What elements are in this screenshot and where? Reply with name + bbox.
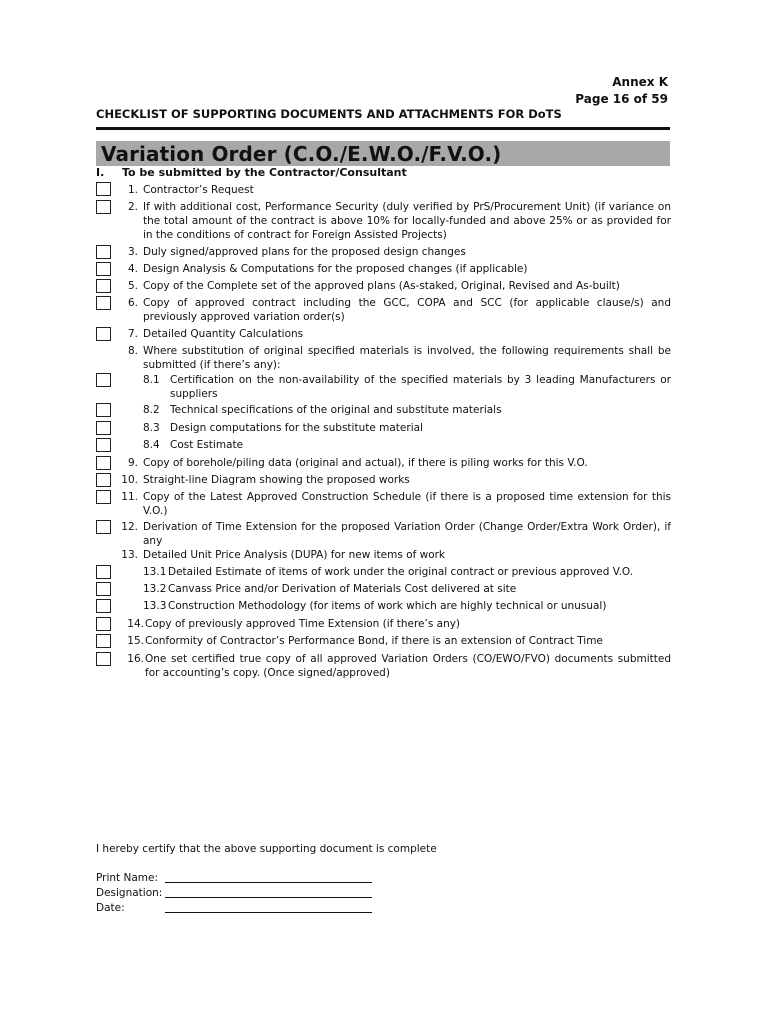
item-number: 8.3 [143,422,160,434]
item-number: 1. [127,184,138,196]
item-text: Contractor’s Request [143,184,254,196]
checkbox-item-1[interactable] [96,182,111,196]
checkbox-item-8-3[interactable] [96,421,111,435]
item-text: Copy of approved contract including the GCC, COPA and SCC (for applicable clause/s) and previously approved variation order(s) [143,297,671,323]
item-number: 11. [121,491,138,503]
page-number: Page 16 of 59 [575,92,668,106]
item-number: 15. [127,635,144,647]
date-row [96,901,164,915]
section-numeral: I. [96,166,105,179]
annex-label: Annex K [612,75,668,89]
checkbox-item-13-2[interactable] [96,582,111,596]
item-number: 6. [127,297,138,309]
checkbox-item-8-2[interactable] [96,403,111,417]
item-number: 16. [127,653,144,665]
certification-statement: I hereby certify that the above supporting document is complete [96,843,437,855]
item-text: One set certified true copy of all approved Variation Orders (CO/EWO/FVO) documents submitted for accounting’s copy. (Once signed/approved) [145,653,671,679]
item-text: Design computations for the substitute material [170,422,423,434]
item-text: Detailed Quantity Calculations [143,328,304,340]
item-text: If with additional cost, Performance Security (duly verified by PrS/Procurement Unit) (if variance on the total amount of the contract is above 10% for locally-funded and above 25% or as provided for in the conditions of contract for Foreign Assisted Projects) [143,201,671,241]
item-number: 13. [121,549,138,561]
checkbox-item-2[interactable] [96,200,111,214]
checkbox-item-10[interactable] [96,473,111,487]
item-text: Copy of the Latest Approved Construction Schedule (if there is a proposed time extension for this V.O.) [143,491,671,517]
item-number: 4. [127,263,138,275]
item-number: 13.2 [143,583,167,595]
checklist-title: CHECKLIST OF SUPPORTING DOCUMENTS AND ATTACHMENTS FOR DoTS [96,107,562,121]
item-text: Detailed Unit Price Analysis (DUPA) for new items of work [143,549,446,561]
item-text: Conformity of Contractor’s Performance Bond, if there is an extension of Contract Time [145,635,603,647]
item-number: 8.1 [143,374,160,386]
item-number: 13.1 [143,566,167,578]
checkbox-item-12[interactable] [96,520,111,534]
date-label: Date: [96,902,125,914]
annex-header [575,74,668,108]
item-text: Copy of borehole/piling data (original and actual), if there is piling works for this V.O. [143,457,588,469]
section-heading [96,166,407,180]
checkbox-item-5[interactable] [96,279,111,293]
item-text: Construction Methodology (for items of work which are highly technical or unusual) [168,600,607,612]
item-text: Certification on the non-availability of the specified materials by 3 leading Manufacturers or suppliers [170,374,671,400]
item-number: 14. [127,618,144,630]
checkbox-item-13-3[interactable] [96,599,111,613]
item-text: Derivation of Time Extension for the proposed Variation Order (Change Order/Extra Work Order), if any [143,521,671,547]
item-number: 5. [127,280,138,292]
checkbox-item-8-4[interactable] [96,438,111,452]
item-text: Straight-line Diagram showing the proposed works [143,474,410,486]
date-field[interactable] [165,912,372,913]
item-text: Design Analysis & Computations for the proposed changes (if applicable) [143,263,528,275]
checkbox-item-7[interactable] [96,327,111,341]
item-text: Copy of previously approved Time Extension (if there’s any) [145,618,461,630]
checkbox-item-11[interactable] [96,490,111,504]
item-number: 8.4 [143,439,160,451]
designation-label: Designation: [96,887,163,899]
header-divider [96,127,670,130]
print-name-label: Print Name: [96,872,159,884]
item-text: Detailed Estimate of items of work under the original contract or previous approved V.O. [168,566,634,578]
item-number: 9. [127,457,138,469]
item-number: 8.2 [143,404,160,416]
checkbox-item-4[interactable] [96,262,111,276]
designation-row [96,886,164,900]
section-label: To be submitted by the Contractor/Consultant [122,166,407,179]
item-text: Canvass Price and/or Derivation of Materials Cost delivered at site [168,583,517,595]
item-text: Where substitution of original specified materials is involved, the following requirements shall be submitted (if there’s any): [143,345,671,371]
title-bar [96,141,670,166]
item-number: 7. [127,328,138,340]
print-name-row [96,871,164,885]
item-text: Cost Estimate [170,439,244,451]
item-number: 8. [127,345,138,357]
item-number: 12. [121,521,138,533]
checkbox-item-3[interactable] [96,245,111,259]
item-text: Copy of the Complete set of the approved plans (As-staked, Original, Revised and As-built) [143,280,620,292]
item-number: 10. [121,474,138,486]
item-text: Duly signed/approved plans for the proposed design changes [143,246,466,258]
item-number: 3. [127,246,138,258]
checkbox-item-13-1[interactable] [96,565,111,579]
checkbox-item-8-1[interactable] [96,373,111,387]
item-number: 2. [127,201,138,213]
checkbox-item-9[interactable] [96,456,111,470]
item-text: Technical specifications of the original and substitute materials [170,404,502,416]
print-name-field[interactable] [165,882,372,883]
item-number: 13.3 [143,600,167,612]
designation-field[interactable] [165,897,372,898]
checkbox-item-6[interactable] [96,296,111,310]
page-title: Variation Order (C.O./E.W.O./F.V.O.) [101,142,502,166]
